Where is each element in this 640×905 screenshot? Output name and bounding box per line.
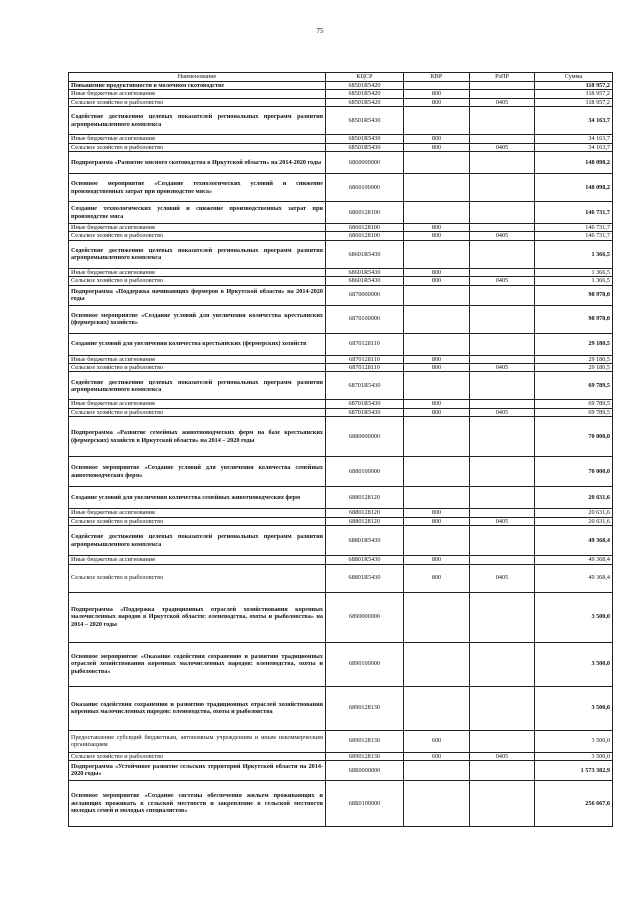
cell-name: Иные бюджетные ассигнования	[69, 556, 326, 564]
cell-kcsr: 68701R5430	[326, 372, 404, 400]
cell-kvr: 800	[404, 135, 470, 143]
cell-rzpr	[470, 224, 535, 232]
cell-name: Сельское хозяйство и рыболовство	[69, 364, 326, 372]
cell-name: Повышение продуктивности в молочном скотоводстве	[69, 82, 326, 90]
cell-kcsr: 68601R5430	[326, 277, 404, 285]
cell-kvr	[404, 592, 470, 642]
cell-kvr	[404, 82, 470, 90]
cell-rzpr	[470, 285, 535, 305]
table-row	[69, 143, 613, 151]
cell-kcsr: 6880128120	[326, 509, 404, 517]
cell-kvr: 800	[404, 268, 470, 276]
cell-rzpr	[470, 400, 535, 408]
cell-sum: 1 573 382,9	[535, 760, 613, 780]
cell-rzpr: 0405	[470, 408, 535, 416]
page-number: 75	[316, 27, 324, 35]
cell-sum: 118 957,2	[535, 98, 613, 106]
cell-name: Сельское хозяйство и рыболовство	[69, 752, 326, 760]
cell-kvr: 800	[404, 232, 470, 240]
cell-kcsr: 6880128120	[326, 517, 404, 525]
cell-name: Подпрограмма «Поддержка начинающих фермеров в Иркутской области» на 2014-2020 годы	[69, 285, 326, 305]
table-row	[69, 90, 613, 98]
table-row	[69, 364, 613, 372]
cell-sum: 3 500,0	[535, 592, 613, 642]
cell-kvr: 800	[404, 98, 470, 106]
cell-sum: 20 631,6	[535, 517, 613, 525]
cell-kcsr: 6860100000	[326, 174, 404, 202]
table-row	[69, 174, 613, 202]
cell-kvr	[404, 372, 470, 400]
cell-name: Сельское хозяйство и рыболовство	[69, 564, 326, 592]
cell-sum: 3 500,0	[535, 730, 613, 752]
cell-name: Предоставление субсидий бюджетным, автономным учреждениям и иным некоммерческим организациям	[69, 730, 326, 752]
cell-kvr	[404, 457, 470, 487]
table-header-row	[69, 73, 613, 82]
table-row	[69, 277, 613, 285]
cell-sum: 70 000,0	[535, 457, 613, 487]
cell-sum: 1 366,5	[535, 268, 613, 276]
cell-name: Содействие достижению целевых показателей региональных программ развития агропромышленного комплекса	[69, 526, 326, 556]
cell-name: Основное мероприятие «Создание системы обеспечения жильем проживающих и желающих проживать в сельской местности и закрепление в сельской местности молодых семей и молодых специалистов»	[69, 780, 326, 826]
cell-rzpr	[470, 268, 535, 276]
cell-kcsr: 68501R5420	[326, 82, 404, 90]
cell-rzpr: 0405	[470, 752, 535, 760]
cell-kcsr: 68501R5430	[326, 143, 404, 151]
cell-kvr	[404, 333, 470, 355]
cell-kvr: 800	[404, 564, 470, 592]
cell-rzpr	[470, 526, 535, 556]
cell-name: Сельское хозяйство и рыболовство	[69, 98, 326, 106]
cell-rzpr	[470, 90, 535, 98]
cell-sum: 1 366,5	[535, 277, 613, 285]
cell-kcsr: 68501R5430	[326, 135, 404, 143]
cell-rzpr: 0405	[470, 98, 535, 106]
cell-sum: 29 180,5	[535, 364, 613, 372]
cell-sum: 69 789,5	[535, 400, 613, 408]
cell-kvr: 800	[404, 400, 470, 408]
cell-rzpr	[470, 82, 535, 90]
cell-kvr: 800	[404, 364, 470, 372]
cell-kcsr: 6870128110	[326, 355, 404, 363]
cell-kvr: 600	[404, 752, 470, 760]
table-row	[69, 457, 613, 487]
table-row	[69, 730, 613, 752]
cell-rzpr: 0405	[470, 364, 535, 372]
table-row	[69, 592, 613, 642]
cell-kvr: 800	[404, 408, 470, 416]
cell-kvr	[404, 285, 470, 305]
cell-rzpr	[470, 730, 535, 752]
table-row	[69, 517, 613, 525]
table-row	[69, 135, 613, 143]
cell-sum: 29 180,5	[535, 355, 613, 363]
cell-sum: 256 667,0	[535, 780, 613, 826]
table-row	[69, 760, 613, 780]
cell-rzpr	[470, 780, 535, 826]
cell-name: Иные бюджетные ассигнования	[69, 268, 326, 276]
cell-kcsr: 68Б0100000	[326, 780, 404, 826]
cell-rzpr: 0405	[470, 517, 535, 525]
cell-kvr	[404, 240, 470, 268]
cell-kvr	[404, 780, 470, 826]
cell-sum: 49 368,4	[535, 556, 613, 564]
table-row	[69, 400, 613, 408]
cell-sum: 1 366,5	[535, 240, 613, 268]
cell-rzpr	[470, 642, 535, 686]
cell-sum: 70 000,0	[535, 417, 613, 457]
cell-kcsr: 68601R5430	[326, 268, 404, 276]
cell-kcsr: 68701R5430	[326, 400, 404, 408]
table-row	[69, 355, 613, 363]
cell-kcsr: 6860128100	[326, 232, 404, 240]
table-row	[69, 232, 613, 240]
cell-sum: 69 789,5	[535, 408, 613, 416]
table-row	[69, 268, 613, 276]
cell-name: Подпрограмма «Устойчивое развитие сельских территорий Иркутской области на 2014-2020 годы»	[69, 760, 326, 780]
table-row	[69, 305, 613, 333]
header-kcsr: КЦСР	[326, 73, 404, 82]
header-rzpr: РзПР	[470, 73, 535, 82]
cell-kvr: 800	[404, 509, 470, 517]
table-row	[69, 224, 613, 232]
cell-kcsr: 68501R5430	[326, 107, 404, 135]
cell-rzpr	[470, 556, 535, 564]
cell-name: Подпрограмма «Развитие семейных животноводческих ферм на базе крестьянских (фермерских) хозяйств в Иркутской области» на 2014 – 2020 годы	[69, 417, 326, 457]
cell-sum: 118 957,2	[535, 90, 613, 98]
cell-sum: 146 731,7	[535, 202, 613, 224]
cell-kcsr: 68Б0000000	[326, 760, 404, 780]
cell-kvr: 800	[404, 224, 470, 232]
table-row	[69, 526, 613, 556]
cell-sum: 20 631,6	[535, 509, 613, 517]
cell-sum: 49 368,4	[535, 526, 613, 556]
cell-name: Иные бюджетные ассигнования	[69, 400, 326, 408]
cell-name: Сельское хозяйство и рыболовство	[69, 232, 326, 240]
cell-kvr	[404, 487, 470, 509]
table-row	[69, 780, 613, 826]
cell-sum: 34 163,7	[535, 135, 613, 143]
cell-name: Сельское хозяйство и рыболовство	[69, 143, 326, 151]
cell-kvr: 800	[404, 90, 470, 98]
cell-name: Иные бюджетные ассигнования	[69, 355, 326, 363]
cell-rzpr	[470, 417, 535, 457]
cell-rzpr	[470, 487, 535, 509]
cell-sum: 34 163,7	[535, 143, 613, 151]
cell-sum: 118 957,2	[535, 82, 613, 90]
header-sum: Сумма	[535, 73, 613, 82]
cell-rzpr	[470, 686, 535, 730]
table-row	[69, 487, 613, 509]
table-row	[69, 82, 613, 90]
cell-rzpr	[470, 457, 535, 487]
cell-name: Иные бюджетные ассигнования	[69, 90, 326, 98]
cell-rzpr	[470, 372, 535, 400]
cell-kvr: 800	[404, 517, 470, 525]
table-row	[69, 642, 613, 686]
cell-name: Сельское хозяйство и рыболовство	[69, 408, 326, 416]
cell-kcsr: 6870128110	[326, 364, 404, 372]
table-row	[69, 556, 613, 564]
table-row	[69, 372, 613, 400]
cell-name: Создание условий для увеличения количества крестьянских (фермерских) хозяйств	[69, 333, 326, 355]
cell-name: Иные бюджетные ассигнования	[69, 509, 326, 517]
cell-name: Содействие достижению целевых показателей региональных программ развития агропромышленного комплекса	[69, 107, 326, 135]
cell-kcsr: 6890128130	[326, 752, 404, 760]
cell-kcsr: 68601R5430	[326, 240, 404, 268]
cell-kcsr: 6880000000	[326, 417, 404, 457]
cell-kcsr: 68501R5420	[326, 90, 404, 98]
cell-kcsr: 6890000000	[326, 592, 404, 642]
cell-sum: 146 731,7	[535, 224, 613, 232]
cell-sum: 49 368,4	[535, 564, 613, 592]
cell-sum: 3 500,0	[535, 642, 613, 686]
cell-name: Подпрограмма «Развитие мясного скотоводства в Иркутской области» на 2014-2020 годы	[69, 152, 326, 174]
cell-sum: 3 500,0	[535, 752, 613, 760]
cell-name: Сельское хозяйство и рыболовство	[69, 517, 326, 525]
cell-rzpr	[470, 760, 535, 780]
cell-rzpr	[470, 333, 535, 355]
cell-sum: 3 500,0	[535, 686, 613, 730]
table-row	[69, 98, 613, 106]
cell-kvr	[404, 202, 470, 224]
table-row	[69, 408, 613, 416]
cell-kcsr: 6870100000	[326, 305, 404, 333]
table-body	[69, 82, 613, 827]
cell-rzpr: 0405	[470, 564, 535, 592]
cell-rzpr	[470, 355, 535, 363]
cell-sum: 69 789,5	[535, 372, 613, 400]
cell-kvr: 800	[404, 355, 470, 363]
table-row	[69, 202, 613, 224]
cell-rzpr: 0405	[470, 277, 535, 285]
cell-sum: 98 970,0	[535, 285, 613, 305]
cell-kvr	[404, 417, 470, 457]
cell-name: Сельское хозяйство и рыболовство	[69, 277, 326, 285]
cell-kvr	[404, 305, 470, 333]
cell-rzpr	[470, 305, 535, 333]
cell-sum: 20 631,6	[535, 487, 613, 509]
header-kvr: КВР	[404, 73, 470, 82]
header-name: Наименование	[69, 73, 326, 82]
cell-name: Основное мероприятие «Создание условий для увеличения количества крестьянских (фермерских) хозяйств»	[69, 305, 326, 333]
cell-name: Содействие достижению целевых показателей региональных программ развития агропромышленного комплекса	[69, 240, 326, 268]
cell-kvr	[404, 642, 470, 686]
cell-rzpr	[470, 174, 535, 202]
cell-sum: 34 163,7	[535, 107, 613, 135]
cell-sum: 98 970,0	[535, 305, 613, 333]
cell-kvr: 800	[404, 556, 470, 564]
budget-table	[68, 72, 613, 827]
cell-rzpr	[470, 202, 535, 224]
cell-kcsr: 6860128100	[326, 202, 404, 224]
cell-rzpr	[470, 152, 535, 174]
cell-kcsr: 6880128120	[326, 487, 404, 509]
cell-kcsr: 6890128130	[326, 730, 404, 752]
cell-kcsr: 6890100000	[326, 642, 404, 686]
table-row	[69, 333, 613, 355]
cell-kcsr: 68801R5430	[326, 564, 404, 592]
cell-rzpr	[470, 592, 535, 642]
cell-sum: 146 731,7	[535, 232, 613, 240]
cell-kvr	[404, 686, 470, 730]
cell-kcsr: 6870128110	[326, 333, 404, 355]
cell-kcsr: 68801R5430	[326, 526, 404, 556]
cell-kcsr: 6880100000	[326, 457, 404, 487]
cell-kvr: 800	[404, 143, 470, 151]
cell-kvr	[404, 174, 470, 202]
cell-sum: 148 098,2	[535, 152, 613, 174]
table-row	[69, 107, 613, 135]
table-row	[69, 564, 613, 592]
cell-sum: 148 098,2	[535, 174, 613, 202]
cell-kcsr: 68501R5420	[326, 98, 404, 106]
cell-sum: 29 180,5	[535, 333, 613, 355]
cell-kvr	[404, 152, 470, 174]
cell-kcsr: 6860000000	[326, 152, 404, 174]
cell-kvr	[404, 526, 470, 556]
table-row	[69, 509, 613, 517]
cell-kcsr: 6890128130	[326, 686, 404, 730]
cell-kcsr: 68801R5430	[326, 556, 404, 564]
table-row	[69, 240, 613, 268]
table-row	[69, 152, 613, 174]
table-row	[69, 752, 613, 760]
cell-rzpr	[470, 107, 535, 135]
cell-kvr: 600	[404, 730, 470, 752]
cell-kvr	[404, 107, 470, 135]
cell-rzpr: 0405	[470, 143, 535, 151]
cell-name: Создание технологических условий и снижение производственных затрат при производстве мяса	[69, 202, 326, 224]
cell-rzpr: 0405	[470, 232, 535, 240]
table-row	[69, 285, 613, 305]
cell-name: Основное мероприятие «Оказание содействия сохранению и развитию традиционных отраслей хозяйствования коренных малочисленных народов: оленеводства, охоты и рыболовства»	[69, 642, 326, 686]
table-row	[69, 417, 613, 457]
cell-name: Создание условий для увеличения количества семейных животноводческих ферм	[69, 487, 326, 509]
cell-rzpr	[470, 240, 535, 268]
cell-kcsr: 6860128100	[326, 224, 404, 232]
cell-name: Оказание содействия сохранению и развитию традиционных отраслей хозяйствования коренных малочисленных народов: оленеводства, охоты и рыболовства	[69, 686, 326, 730]
cell-name: Основное мероприятие «Создание технологических условий и снижение производственных затрат при производстве мяса»	[69, 174, 326, 202]
cell-kcsr: 6870000000	[326, 285, 404, 305]
cell-kcsr: 68701R5430	[326, 408, 404, 416]
table-row	[69, 686, 613, 730]
cell-name: Основное мероприятие «Создание условий для увеличения количества семейных животноводческих ферм»	[69, 457, 326, 487]
cell-name: Подпрограмма «Поддержка традиционных отраслей хозяйствования коренных малочисленных народов в Иркутской области: оленеводства, охоты и рыболовства» на 2014 – 2020 годы	[69, 592, 326, 642]
cell-name: Содействие достижению целевых показателей региональных программ развития агропромышленного комплекса	[69, 372, 326, 400]
cell-rzpr	[470, 135, 535, 143]
cell-kvr	[404, 760, 470, 780]
cell-kvr: 800	[404, 277, 470, 285]
cell-name: Иные бюджетные ассигнования	[69, 224, 326, 232]
cell-name: Иные бюджетные ассигнования	[69, 135, 326, 143]
cell-rzpr	[470, 509, 535, 517]
